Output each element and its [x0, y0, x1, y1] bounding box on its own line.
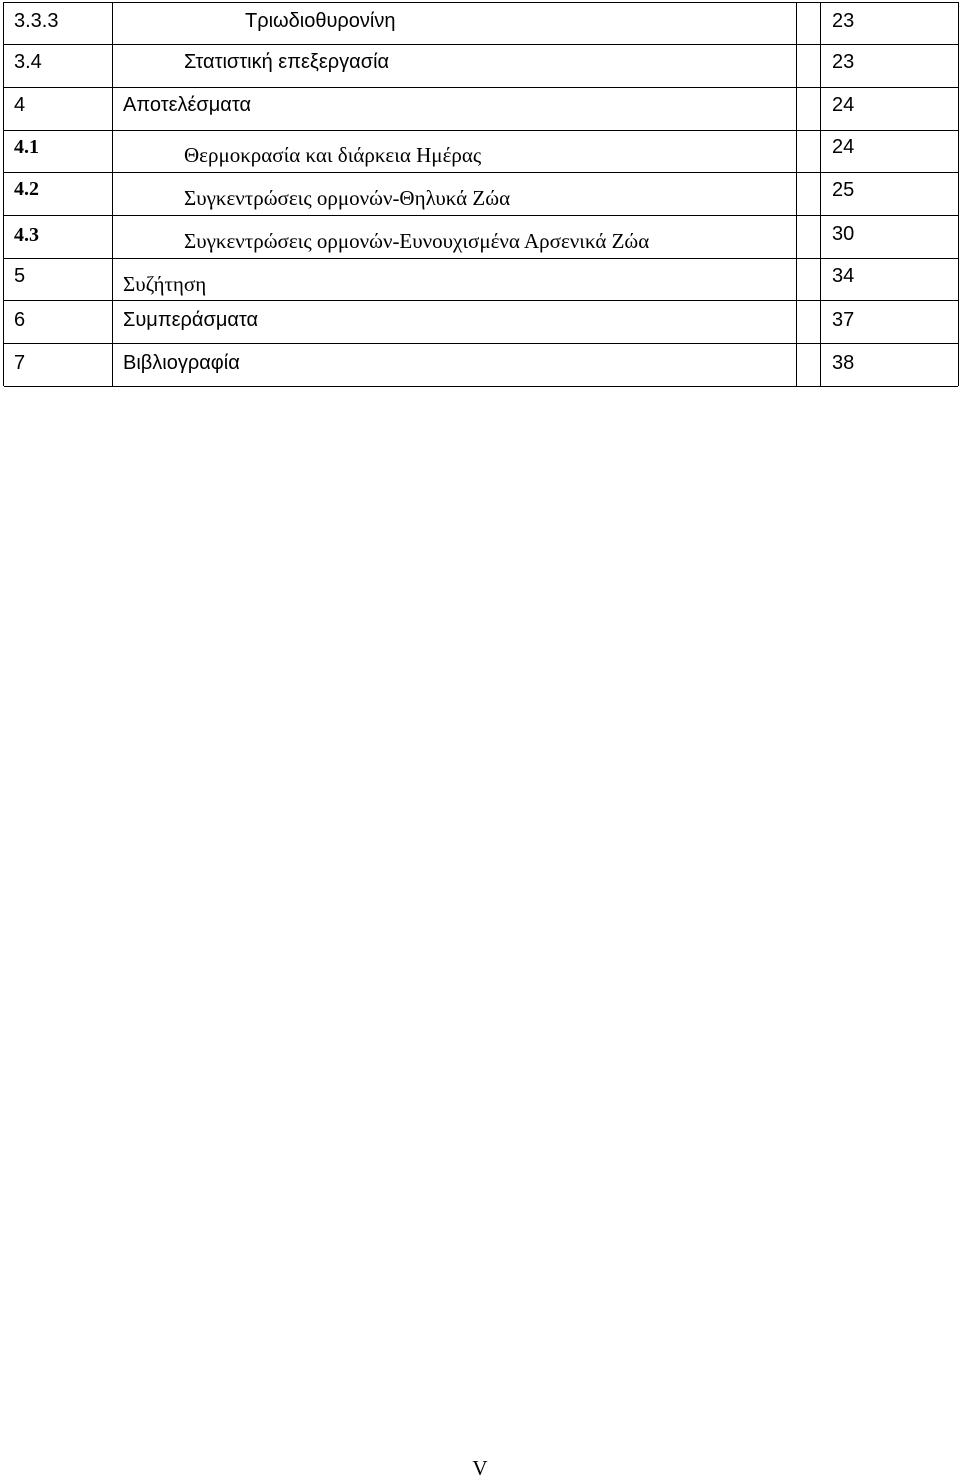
table-of-contents: [3, 2, 959, 386]
toc-row: [4, 173, 958, 216]
section-title: Συγκεντρώσεις ορμονών-Ευνουχισμένα Αρσενικά Ζώα: [184, 229, 650, 253]
page-number: 24: [832, 136, 855, 158]
section-number: 4.2: [14, 178, 39, 200]
section-title: Τριωδιοθυρονίνη: [245, 10, 396, 32]
section-number: 3.4: [14, 51, 42, 73]
page-number: 25: [832, 179, 855, 201]
section-title: Συμπεράσματα: [123, 309, 259, 331]
page-number: 37: [832, 309, 855, 331]
toc-row: [4, 45, 958, 88]
section-number: 5: [14, 265, 26, 287]
section-number: 4: [14, 94, 26, 116]
page-number: 23: [832, 10, 855, 32]
section-number: 7: [14, 352, 26, 374]
toc-row: [4, 301, 958, 344]
page-number: 38: [832, 352, 855, 374]
section-number: 4.3: [14, 224, 39, 246]
toc-row: [4, 259, 958, 301]
toc-row: [4, 88, 958, 131]
page-number: 24: [832, 94, 855, 116]
page-number: 34: [832, 265, 855, 287]
toc-row: [4, 344, 958, 387]
section-title: Αποτελέσματα: [123, 94, 252, 116]
section-number: 4.1: [14, 136, 39, 158]
page-number: 30: [832, 223, 855, 245]
page-number: 23: [832, 51, 855, 73]
page-footer-number: V: [472, 1456, 488, 1480]
section-number: 6: [14, 309, 26, 331]
toc-row: [4, 131, 958, 173]
section-title: Βιβλιογραφία: [123, 352, 240, 374]
section-title: Συγκεντρώσεις ορμονών-Θηλυκά Ζώα: [184, 186, 511, 210]
section-title: Συζήτηση: [123, 272, 207, 296]
toc-row: [4, 216, 958, 259]
toc-row: [4, 3, 958, 45]
section-title: Στατιστική επεξεργασία: [184, 51, 390, 73]
section-number: 3.3.3: [14, 10, 59, 32]
section-title: Θερμοκρασία και διάρκεια Ημέρας: [184, 143, 482, 167]
